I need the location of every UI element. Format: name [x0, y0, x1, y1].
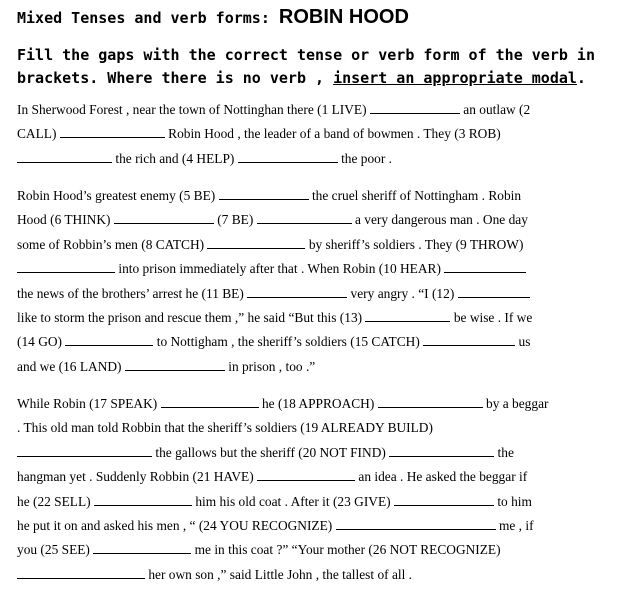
answer-gap-3[interactable] — [17, 150, 112, 163]
title-main: ROBIN HOOD — [278, 6, 409, 28]
text-segment: us — [518, 334, 531, 350]
answer-gap-23[interactable] — [394, 493, 494, 506]
text-segment: While Robin (17 SPEAK) — [17, 396, 158, 411]
answer-gap-6[interactable] — [114, 211, 214, 224]
text-segment: Robin Hood , the leader of a band of bowmen . They (3 ROB) — [168, 126, 501, 142]
text-segment: hangman yet . Suddenly Robbin (21 HAVE) — [17, 469, 254, 485]
paragraph-1 — [17, 98, 617, 171]
text-line — [17, 392, 617, 416]
text-line — [17, 306, 617, 330]
text-segment: me in this coat ?” “Your mother (26 NOT RECOGNIZE) — [194, 542, 501, 558]
answer-gap-20[interactable] — [389, 444, 494, 457]
text-line — [17, 563, 617, 587]
answer-gap-11[interactable] — [247, 285, 347, 298]
answer-gap-16[interactable] — [125, 358, 225, 371]
text-line — [17, 147, 617, 171]
answer-gap-14[interactable] — [65, 333, 153, 346]
text-segment: into prison immediately after that . When Robin (10 HEAR) — [118, 261, 441, 277]
text-segment: you (25 SEE) — [17, 542, 90, 558]
title-prefix: Mixed Tenses and verb forms: — [17, 9, 279, 27]
instructions-text-2: . — [576, 69, 586, 87]
answer-gap-4[interactable] — [238, 150, 338, 163]
text-segment: the — [497, 444, 514, 460]
text-segment: like to storm the prison and rescue them ,” he said “But this (13) — [17, 309, 363, 325]
text-segment: be wise . If we — [453, 309, 533, 325]
text-line — [17, 184, 617, 208]
text-segment: he put it on and asked his men , “ (24 YOU RECOGNIZE) — [17, 517, 333, 533]
answer-gap-21[interactable] — [257, 468, 355, 481]
text-segment: the cruel sheriff of Nottingham . Robin — [311, 188, 522, 203]
answer-gap-8[interactable] — [207, 236, 305, 249]
text-segment: Hood (6 THINK) — [17, 212, 111, 228]
paragraph-2 — [17, 184, 617, 379]
text-segment: a very dangerous man . One day — [355, 212, 528, 228]
text-segment: some of Robbin’s men (8 CATCH) — [17, 236, 205, 252]
text-segment: the news of the brothers’ arrest he (11 BE) — [17, 285, 244, 301]
answer-gap-15[interactable] — [423, 333, 515, 346]
text-line — [17, 208, 617, 232]
text-segment: very angry . “I (12) — [350, 285, 455, 301]
text-line — [17, 257, 617, 281]
text-segment: him his old coat . After it (23 GIVE) — [195, 493, 391, 509]
answer-gap-22[interactable] — [94, 493, 192, 506]
text-line — [17, 490, 617, 514]
text-line — [17, 514, 617, 538]
answer-gap-1[interactable] — [370, 101, 460, 114]
text-segment: the rich and (4 HELP) — [115, 150, 235, 166]
text-segment: . This old man told Robbin that the sheriff’s soldiers (19 ALREADY BUILD) — [17, 420, 433, 436]
text-line — [17, 98, 617, 122]
text-line — [17, 330, 617, 354]
text-line — [17, 355, 617, 379]
text-segment: he (18 APPROACH) — [261, 396, 375, 411]
text-line — [17, 282, 617, 306]
answer-gap-5[interactable] — [219, 187, 309, 200]
text-segment: an outlaw (2 — [463, 102, 531, 117]
text-line — [17, 441, 617, 465]
text-segment: to him — [497, 493, 532, 509]
text-segment: an idea . He asked the beggar if — [358, 469, 528, 485]
answer-gap-24[interactable] — [336, 517, 496, 530]
answer-gap-2[interactable] — [60, 125, 165, 138]
text-segment: by sheriff’s soldiers . They (9 THROW) — [308, 236, 524, 252]
text-segment: in prison , too .” — [228, 358, 316, 374]
text-segment: her own son ,” said Little John , the tallest of all . — [148, 566, 413, 582]
answer-gap-18[interactable] — [378, 395, 483, 408]
paragraph-3 — [17, 392, 617, 587]
answer-gap-19[interactable] — [17, 444, 152, 457]
instructions — [17, 44, 617, 90]
answer-gap-25[interactable] — [93, 541, 191, 554]
answer-gap-12[interactable] — [458, 285, 530, 298]
text-segment: he (22 SELL) — [17, 493, 91, 509]
answer-gap-13[interactable] — [365, 309, 450, 322]
answer-gap-9[interactable] — [17, 260, 115, 273]
text-segment: Robin Hood’s greatest enemy (5 BE) — [17, 188, 216, 203]
text-segment: In Sherwood Forest , near the town of Nottinghan there (1 LIVE) — [17, 102, 367, 117]
text-line — [17, 416, 617, 440]
text-line — [17, 233, 617, 257]
answer-gap-10[interactable] — [444, 260, 526, 273]
text-segment: me , if — [498, 517, 534, 533]
text-segment: CALL) — [17, 126, 57, 142]
text-segment: to Nottigham , the sheriff’s soldiers (15 CATCH) — [156, 334, 420, 350]
instructions-text-1: Fill the gaps with the correct tense or verb form of the verb in brackets. Where there is no verb , — [17, 46, 595, 87]
worksheet-title — [17, 6, 409, 29]
text-segment: by a beggar — [486, 396, 549, 411]
answer-gap-7[interactable] — [257, 211, 352, 224]
instructions-underlined: insert an appropriate modal — [333, 69, 577, 87]
answer-gap-26[interactable] — [17, 566, 145, 579]
text-segment: and we (16 LAND) — [17, 358, 122, 374]
answer-gap-17[interactable] — [161, 395, 259, 408]
text-segment: the gallows but the sheriff (20 NOT FIND) — [155, 444, 386, 460]
text-line — [17, 122, 617, 146]
text-line — [17, 465, 617, 489]
text-segment: the poor . — [341, 150, 393, 166]
text-line — [17, 538, 617, 562]
text-segment: (7 BE) — [217, 212, 254, 228]
text-segment: (14 GO) — [17, 334, 62, 350]
